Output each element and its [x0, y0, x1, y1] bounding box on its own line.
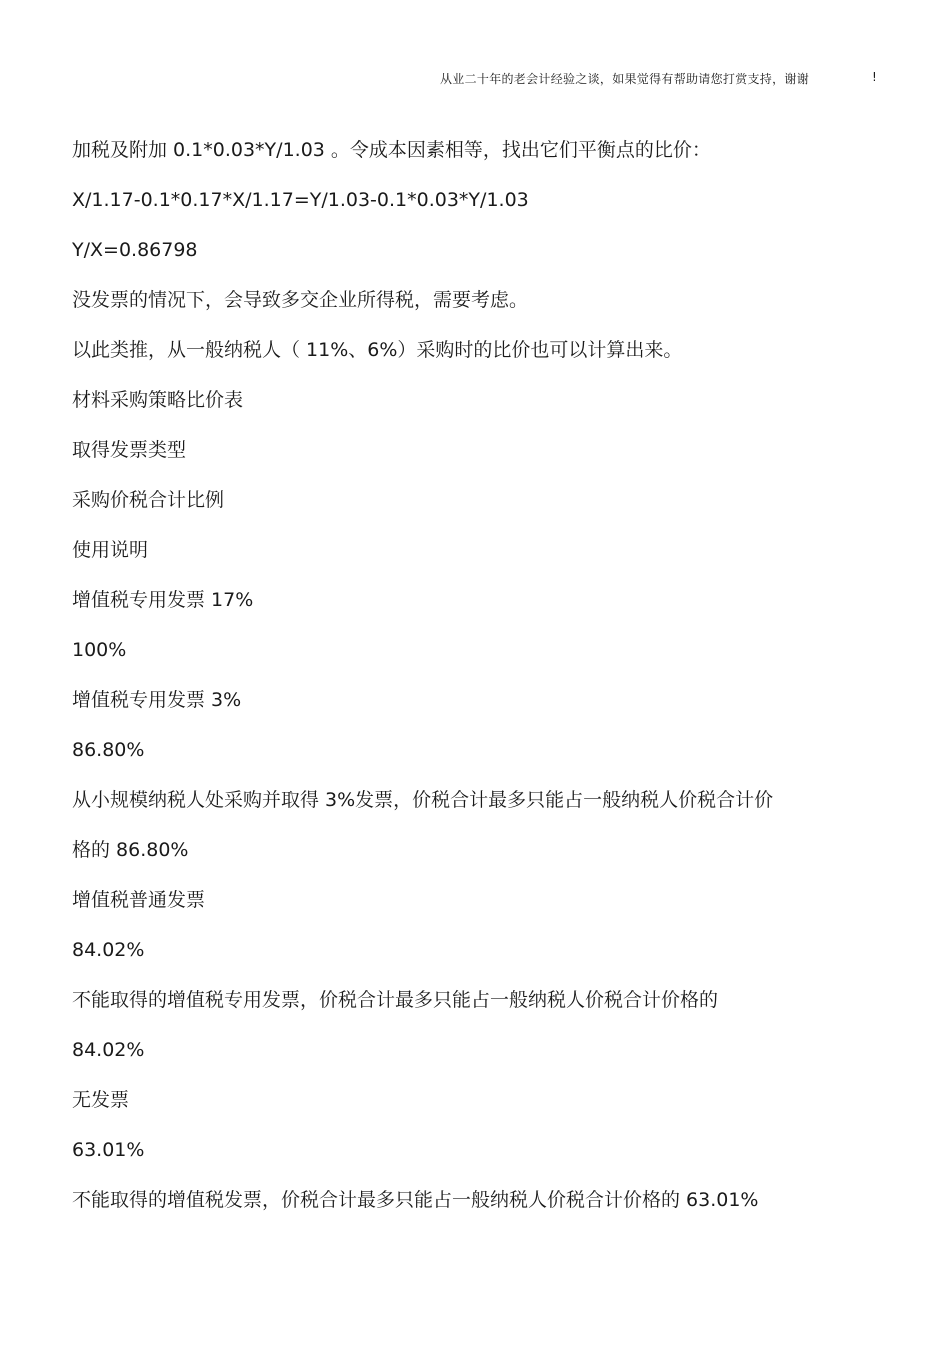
table-cell-usage: 不能取得的增值税发票，价税合计最多只能占一般纳税人价税合计价格的 63.01% [72, 1189, 759, 1211]
table-cell-ratio: 84.02% [72, 939, 145, 961]
table-cell-usage: 从小规模纳税人处采购并取得 3%发票，价税合计最多只能占一般纳税人价税合计价 [72, 789, 774, 811]
text-line: 以此类推，从一般纳税人（ 11%、6%）采购时的比价也可以计算出来。 [72, 339, 683, 361]
table-header-usage: 使用说明 [72, 539, 149, 561]
table-cell-invoice-type: 增值税专用发票 17% [72, 589, 254, 611]
table-cell-ratio: 84.02% [72, 1039, 145, 1061]
text-line: 加税及附加 0.1*0.03*Y/1.03 。令成本因素相等，找出它们平衡点的比价： [72, 139, 711, 161]
document-body [72, 125, 872, 1225]
table-title: 材料采购策略比价表 [72, 389, 244, 411]
formula-line: X/1.17-0.1*0.17*X/1.17=Y/1.03-0.1*0.03*Y/1.03 [72, 189, 529, 211]
header-exclamation: ! [872, 70, 878, 84]
table-cell-usage: 不能取得的增值税专用发票，价税合计最多只能占一般纳税人价税合计价格的 [72, 989, 719, 1011]
table-header-ratio: 采购价税合计比例 [72, 489, 225, 511]
table-cell-ratio: 100% [72, 639, 127, 661]
table-cell-ratio: 86.80% [72, 739, 145, 761]
text-line: 没发票的情况下，会导致多交企业所得税，需要考虑。 [72, 289, 529, 311]
table-cell-ratio: 63.01% [72, 1139, 145, 1161]
table-cell-usage-continued: 格的 86.80% [72, 839, 189, 861]
header-note-text: 从业二十年的老会计经验之谈，如果觉得有帮助请您打赏支持，谢谢 [440, 72, 810, 86]
table-cell-invoice-type: 无发票 [72, 1089, 130, 1111]
page-header-note [440, 70, 878, 87]
table-cell-invoice-type: 增值税专用发票 3% [72, 689, 242, 711]
table-cell-invoice-type: 增值税普通发票 [72, 889, 206, 911]
formula-result-line: Y/X=0.86798 [72, 239, 198, 261]
table-header-invoice-type: 取得发票类型 [72, 439, 187, 461]
